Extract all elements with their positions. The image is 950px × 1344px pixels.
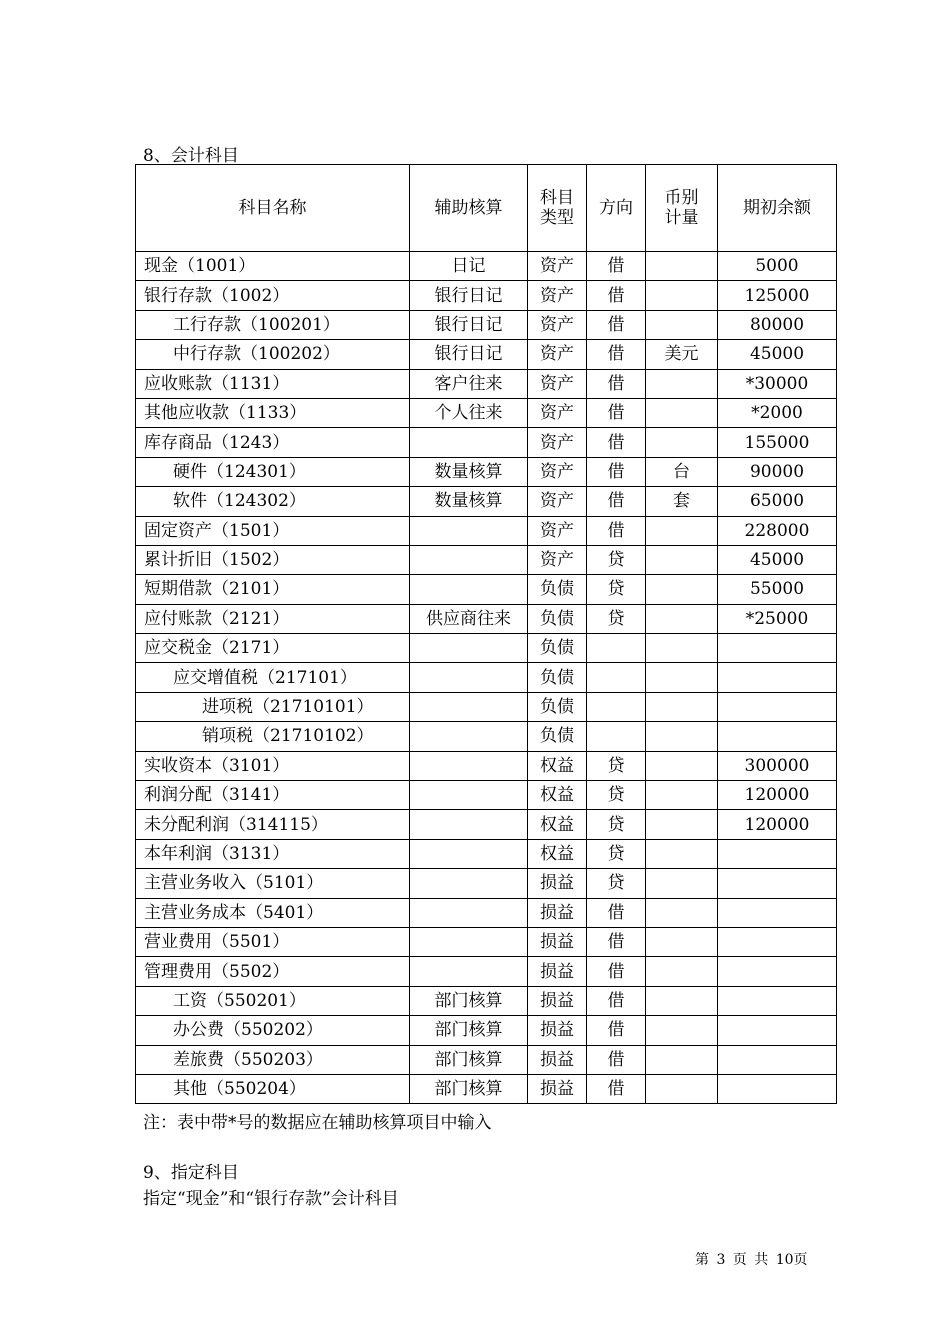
- cell-account-type: 资产: [528, 369, 587, 398]
- cell-opening-balance: [718, 927, 837, 956]
- table-row: [136, 281, 837, 310]
- table-row: [136, 428, 837, 457]
- cell-account-name: 主营业务收入（5101）: [136, 869, 410, 898]
- cell-currency-unit: [646, 634, 718, 663]
- cell-account-type: 资产: [528, 457, 587, 486]
- cell-account-name: 中行存款（100202）: [136, 340, 410, 369]
- header-currency-unit: [646, 165, 718, 252]
- cell-account-name: 本年利润（3131）: [136, 839, 410, 868]
- cell-account-name: 应收账款（1131）: [136, 369, 410, 398]
- cell-aux-accounting: [410, 428, 528, 457]
- cell-opening-balance: [718, 898, 837, 927]
- cell-account-type: 资产: [528, 516, 587, 545]
- cell-currency-unit: [646, 516, 718, 545]
- cell-currency-unit: [646, 957, 718, 986]
- cell-currency-unit: [646, 545, 718, 574]
- table-row: [136, 634, 837, 663]
- cell-aux-accounting: 部门核算: [410, 986, 528, 1015]
- cell-aux-accounting: 银行日记: [410, 281, 528, 310]
- table-row: [136, 1016, 837, 1045]
- cell-direction: 借: [587, 1045, 646, 1074]
- cell-account-name: 工行存款（100201）: [136, 310, 410, 339]
- cell-aux-accounting: 部门核算: [410, 1016, 528, 1045]
- cell-currency-unit: [646, 1045, 718, 1074]
- cell-direction: 借: [587, 516, 646, 545]
- table-header-row: [136, 165, 837, 252]
- cell-account-type: 负债: [528, 722, 587, 751]
- cell-direction: [587, 722, 646, 751]
- cell-aux-accounting: 供应商往来: [410, 604, 528, 633]
- section-9-description: 指定“现金”和“银行存款”会计科目: [143, 1189, 399, 1209]
- cell-account-name: 其他应收款（1133）: [136, 398, 410, 427]
- page-footer: 第 3 页 共 10页: [695, 1252, 808, 1268]
- cell-direction: 借: [587, 986, 646, 1015]
- cell-aux-accounting: 客户往来: [410, 369, 528, 398]
- cell-account-type: 资产: [528, 428, 587, 457]
- cell-account-name: 实收资本（3101）: [136, 751, 410, 780]
- cell-opening-balance: 228000: [718, 516, 837, 545]
- cell-aux-accounting: [410, 692, 528, 721]
- table-row: [136, 545, 837, 574]
- cell-opening-balance: *25000: [718, 604, 837, 633]
- cell-account-type: 资产: [528, 281, 587, 310]
- header-account-type: [528, 165, 587, 252]
- cell-account-type: 损益: [528, 957, 587, 986]
- cell-direction: 借: [587, 487, 646, 516]
- cell-currency-unit: [646, 428, 718, 457]
- table-row: [136, 839, 837, 868]
- cell-direction: 贷: [587, 810, 646, 839]
- cell-account-type: 负债: [528, 663, 587, 692]
- cell-opening-balance: [718, 1016, 837, 1045]
- cell-opening-balance: 90000: [718, 457, 837, 486]
- table-row: [136, 604, 837, 633]
- cell-opening-balance: [718, 1074, 837, 1103]
- cell-account-name: 工资（550201）: [136, 986, 410, 1015]
- cell-account-name: 差旅费（550203）: [136, 1045, 410, 1074]
- accounts-table: [135, 164, 837, 1104]
- cell-account-name: 进项税（21710101）: [136, 692, 410, 721]
- cell-currency-unit: [646, 663, 718, 692]
- cell-aux-accounting: [410, 810, 528, 839]
- cell-account-name: 现金（1001）: [136, 252, 410, 281]
- cell-direction: 借: [587, 340, 646, 369]
- cell-account-name: 销项税（21710102）: [136, 722, 410, 751]
- cell-currency-unit: 美元: [646, 340, 718, 369]
- cell-aux-accounting: [410, 663, 528, 692]
- cell-account-name: 其他（550204）: [136, 1074, 410, 1103]
- cell-opening-balance: 80000: [718, 310, 837, 339]
- table-row: [136, 751, 837, 780]
- cell-currency-unit: [646, 869, 718, 898]
- header-account-name: 科目名称: [136, 165, 410, 252]
- cell-direction: 贷: [587, 839, 646, 868]
- table-row: [136, 398, 837, 427]
- cell-opening-balance: [718, 692, 837, 721]
- cell-currency-unit: 台: [646, 457, 718, 486]
- table-row: [136, 986, 837, 1015]
- cell-currency-unit: [646, 281, 718, 310]
- cell-currency-unit: [646, 722, 718, 751]
- cell-direction: [587, 692, 646, 721]
- cell-direction: 借: [587, 457, 646, 486]
- cell-account-type: 损益: [528, 986, 587, 1015]
- cell-account-type: 资产: [528, 252, 587, 281]
- cell-currency-unit: 套: [646, 487, 718, 516]
- cell-aux-accounting: 银行日记: [410, 340, 528, 369]
- cell-aux-accounting: [410, 722, 528, 751]
- cell-currency-unit: [646, 781, 718, 810]
- cell-direction: 贷: [587, 604, 646, 633]
- cell-opening-balance: [718, 986, 837, 1015]
- cell-aux-accounting: [410, 751, 528, 780]
- cell-direction: 借: [587, 927, 646, 956]
- table-row: [136, 457, 837, 486]
- cell-account-type: 损益: [528, 1074, 587, 1103]
- section-9-title: 9、指定科目: [143, 1163, 239, 1183]
- cell-aux-accounting: [410, 781, 528, 810]
- cell-account-name: 短期借款（2101）: [136, 575, 410, 604]
- cell-direction: 贷: [587, 575, 646, 604]
- header-opening-balance: 期初余额: [718, 165, 837, 252]
- cell-direction: 借: [587, 428, 646, 457]
- cell-currency-unit: [646, 692, 718, 721]
- cell-account-type: 损益: [528, 927, 587, 956]
- table-note: 注：表中带*号的数据应在辅助核算项目中输入: [143, 1113, 492, 1133]
- cell-account-name: 硬件（124301）: [136, 457, 410, 486]
- cell-account-type: 损益: [528, 869, 587, 898]
- cell-account-type: 资产: [528, 545, 587, 574]
- header-currency-line1: 币别: [664, 188, 699, 208]
- header-account-type-line2: 类型: [540, 208, 574, 228]
- table-row: [136, 340, 837, 369]
- table-row: [136, 869, 837, 898]
- header-currency-line2: 计量: [664, 208, 699, 228]
- cell-opening-balance: [718, 634, 837, 663]
- cell-opening-balance: 120000: [718, 810, 837, 839]
- cell-aux-accounting: [410, 839, 528, 868]
- cell-currency-unit: [646, 986, 718, 1015]
- cell-aux-accounting: 银行日记: [410, 310, 528, 339]
- cell-account-type: 负债: [528, 692, 587, 721]
- cell-account-type: 损益: [528, 1016, 587, 1045]
- header-account-type-line1: 科目: [540, 188, 574, 208]
- cell-account-type: 负债: [528, 604, 587, 633]
- cell-account-type: 权益: [528, 751, 587, 780]
- cell-account-name: 主营业务成本（5401）: [136, 898, 410, 927]
- table-row: [136, 927, 837, 956]
- cell-currency-unit: [646, 604, 718, 633]
- table-row: [136, 810, 837, 839]
- cell-account-name: 固定资产（1501）: [136, 516, 410, 545]
- cell-direction: [587, 634, 646, 663]
- cell-aux-accounting: [410, 516, 528, 545]
- cell-currency-unit: [646, 398, 718, 427]
- cell-currency-unit: [646, 751, 718, 780]
- cell-aux-accounting: [410, 927, 528, 956]
- cell-aux-accounting: [410, 957, 528, 986]
- cell-account-type: 资产: [528, 310, 587, 339]
- table-row: [136, 516, 837, 545]
- cell-opening-balance: *30000: [718, 369, 837, 398]
- cell-currency-unit: [646, 252, 718, 281]
- section-8-title: 8、会计科目: [143, 146, 239, 166]
- header-direction: 方向: [587, 165, 646, 252]
- cell-currency-unit: [646, 1074, 718, 1103]
- cell-opening-balance: 125000: [718, 281, 837, 310]
- cell-account-name: 银行存款（1002）: [136, 281, 410, 310]
- table-row: [136, 722, 837, 751]
- table-row: [136, 898, 837, 927]
- cell-opening-balance: 5000: [718, 252, 837, 281]
- cell-account-type: 权益: [528, 810, 587, 839]
- cell-account-name: 应付账款（2121）: [136, 604, 410, 633]
- cell-account-type: 负债: [528, 634, 587, 663]
- cell-account-name: 营业费用（5501）: [136, 927, 410, 956]
- cell-currency-unit: [646, 898, 718, 927]
- cell-direction: 借: [587, 369, 646, 398]
- table-row: [136, 781, 837, 810]
- cell-account-name: 应交税金（2171）: [136, 634, 410, 663]
- table-row: [136, 575, 837, 604]
- cell-currency-unit: [646, 810, 718, 839]
- cell-account-name: 利润分配（3141）: [136, 781, 410, 810]
- cell-account-type: 损益: [528, 898, 587, 927]
- cell-account-name: 未分配利润（314115）: [136, 810, 410, 839]
- cell-opening-balance: 45000: [718, 340, 837, 369]
- table-row: [136, 369, 837, 398]
- cell-aux-accounting: 部门核算: [410, 1074, 528, 1103]
- cell-direction: 借: [587, 1016, 646, 1045]
- cell-aux-accounting: [410, 869, 528, 898]
- cell-account-name: 管理费用（5502）: [136, 957, 410, 986]
- cell-account-type: 资产: [528, 398, 587, 427]
- cell-aux-accounting: [410, 634, 528, 663]
- cell-direction: 借: [587, 310, 646, 339]
- cell-account-type: 负债: [528, 575, 587, 604]
- table-row: [136, 1074, 837, 1103]
- cell-opening-balance: 45000: [718, 545, 837, 574]
- cell-currency-unit: [646, 839, 718, 868]
- cell-account-name: 累计折旧（1502）: [136, 545, 410, 574]
- cell-opening-balance: 300000: [718, 751, 837, 780]
- cell-account-name: 软件（124302）: [136, 487, 410, 516]
- cell-aux-accounting: 日记: [410, 252, 528, 281]
- cell-aux-accounting: 部门核算: [410, 1045, 528, 1074]
- cell-account-type: 资产: [528, 340, 587, 369]
- cell-currency-unit: [646, 927, 718, 956]
- table-row: [136, 252, 837, 281]
- cell-currency-unit: [646, 369, 718, 398]
- cell-direction: 借: [587, 1074, 646, 1103]
- table-row: [136, 310, 837, 339]
- cell-aux-accounting: [410, 575, 528, 604]
- cell-account-type: 权益: [528, 781, 587, 810]
- cell-direction: 借: [587, 957, 646, 986]
- table-row: [136, 487, 837, 516]
- cell-direction: 借: [587, 898, 646, 927]
- cell-opening-balance: 120000: [718, 781, 837, 810]
- cell-aux-accounting: 数量核算: [410, 487, 528, 516]
- table-row: [136, 1045, 837, 1074]
- cell-currency-unit: [646, 575, 718, 604]
- cell-direction: [587, 663, 646, 692]
- cell-opening-balance: *2000: [718, 398, 837, 427]
- cell-aux-accounting: [410, 545, 528, 574]
- cell-opening-balance: [718, 1045, 837, 1074]
- cell-currency-unit: [646, 310, 718, 339]
- cell-opening-balance: 155000: [718, 428, 837, 457]
- cell-account-type: 资产: [528, 487, 587, 516]
- cell-direction: 贷: [587, 545, 646, 574]
- cell-direction: 贷: [587, 751, 646, 780]
- cell-aux-accounting: [410, 898, 528, 927]
- cell-opening-balance: 55000: [718, 575, 837, 604]
- cell-aux-accounting: 数量核算: [410, 457, 528, 486]
- cell-account-type: 损益: [528, 1045, 587, 1074]
- cell-direction: 借: [587, 252, 646, 281]
- cell-account-name: 库存商品（1243）: [136, 428, 410, 457]
- cell-direction: 贷: [587, 781, 646, 810]
- cell-direction: 借: [587, 398, 646, 427]
- cell-opening-balance: [718, 869, 837, 898]
- cell-opening-balance: 65000: [718, 487, 837, 516]
- header-aux-accounting: 辅助核算: [410, 165, 528, 252]
- cell-opening-balance: [718, 839, 837, 868]
- cell-account-type: 权益: [528, 839, 587, 868]
- table-row: [136, 692, 837, 721]
- cell-opening-balance: [718, 663, 837, 692]
- cell-direction: 贷: [587, 869, 646, 898]
- cell-aux-accounting: 个人往来: [410, 398, 528, 427]
- cell-account-name: 办公费（550202）: [136, 1016, 410, 1045]
- cell-opening-balance: [718, 722, 837, 751]
- table-row: [136, 957, 837, 986]
- cell-direction: 借: [587, 281, 646, 310]
- table-row: [136, 663, 837, 692]
- cell-currency-unit: [646, 1016, 718, 1045]
- account-rows: [136, 252, 837, 1104]
- cell-account-name: 应交增值税（217101）: [136, 663, 410, 692]
- cell-opening-balance: [718, 957, 837, 986]
